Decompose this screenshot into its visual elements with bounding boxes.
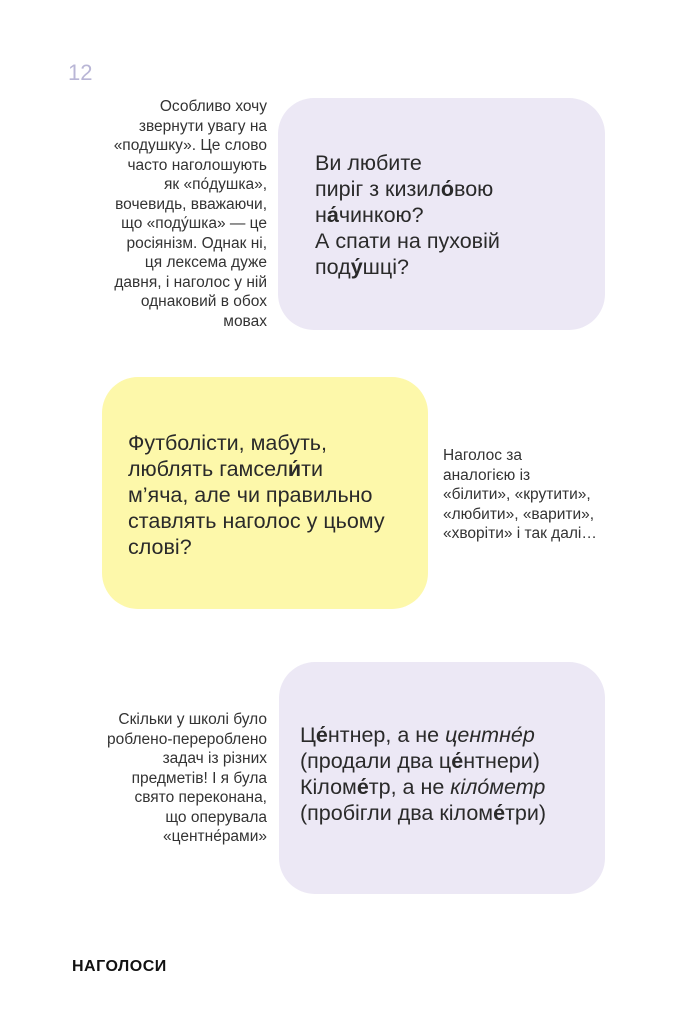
card-line: Це́нтнер, а не центне́р <box>300 723 535 747</box>
page-number: 12 <box>68 60 93 85</box>
stress-letter: у́ <box>350 255 363 279</box>
stress-letter: о́ <box>440 177 455 201</box>
note-line: звернути увагу на <box>138 117 267 135</box>
note-podushka <box>114 97 267 331</box>
note-line: ця лексема дуже <box>144 254 267 271</box>
note-line: свято переконана, <box>134 789 267 806</box>
section-footer: НАГОЛОСИ <box>72 958 167 975</box>
card-line: (пробігли два кіломе́три) <box>300 801 547 825</box>
note-line: предметів! І я була <box>131 769 267 787</box>
note-line: «центне́рами» <box>163 828 267 845</box>
card-line: пиріг з кизило́вою <box>315 177 494 201</box>
note-line: Особливо хочу <box>159 98 267 115</box>
note-school <box>107 710 267 847</box>
note-line: роблено-перероблено <box>107 730 267 748</box>
card-line: (продали два це́нтнери) <box>300 749 540 773</box>
card-line: слові? <box>128 535 192 559</box>
note-line: Наголос за <box>443 447 523 464</box>
note-line: аналогією із <box>443 466 531 484</box>
card-line: люблять гамсели́ти <box>128 457 323 481</box>
note-line: часто наголошують <box>127 156 267 174</box>
note-line: росіянізм. Однак ні, <box>126 234 267 252</box>
note-line: Скільки у школі було <box>118 711 267 728</box>
stress-letter: е́ <box>493 801 506 825</box>
note-line: однаковий в обох <box>140 293 267 310</box>
italic-word: кіло́метр <box>450 775 546 799</box>
note-line: «любити», «варити», <box>443 505 595 523</box>
card-hamselyty-text <box>128 430 385 560</box>
note-line: що оперувала <box>165 808 267 826</box>
italic-word: центне́р <box>445 723 535 747</box>
note-line: «білити», «крутити», <box>443 486 591 503</box>
card-line: А спати на пуховій <box>315 229 500 253</box>
note-line: вочевидь, вважаючи, <box>115 195 267 213</box>
note-line: давня, і наголос у ній <box>114 273 267 291</box>
note-analogy <box>443 446 597 544</box>
note-line: мовах <box>223 312 267 330</box>
stress-letter: а́ <box>326 203 339 227</box>
stress-letter: е́ <box>315 723 328 747</box>
stress-letter: е́ <box>451 749 464 773</box>
card-line: Кіломе́тр, а не кіло́метр <box>300 775 546 799</box>
card-line: поду́шці? <box>315 255 409 279</box>
note-line: задач із різних <box>162 750 267 767</box>
card-line: на́чинкою? <box>315 203 424 227</box>
note-line: як «по́душка», <box>163 176 267 193</box>
note-line: «подушку». Це слово <box>113 137 267 154</box>
card-line: Футболісти, мабуть, <box>128 431 327 455</box>
card-kyzylova-text <box>315 150 500 280</box>
stress-letter: е́ <box>356 775 369 799</box>
card-line: Ви любите <box>315 151 422 175</box>
card-line: м’яча, але чи правильно <box>128 483 373 507</box>
note-line: «хворіти» і так далі… <box>443 525 597 542</box>
card-line: ставлять наголос у цьому <box>128 509 385 533</box>
note-line: що «поду́шка» — це <box>121 215 267 232</box>
stress-letter: и́ <box>287 457 302 481</box>
card-tsentner-text <box>300 722 546 826</box>
